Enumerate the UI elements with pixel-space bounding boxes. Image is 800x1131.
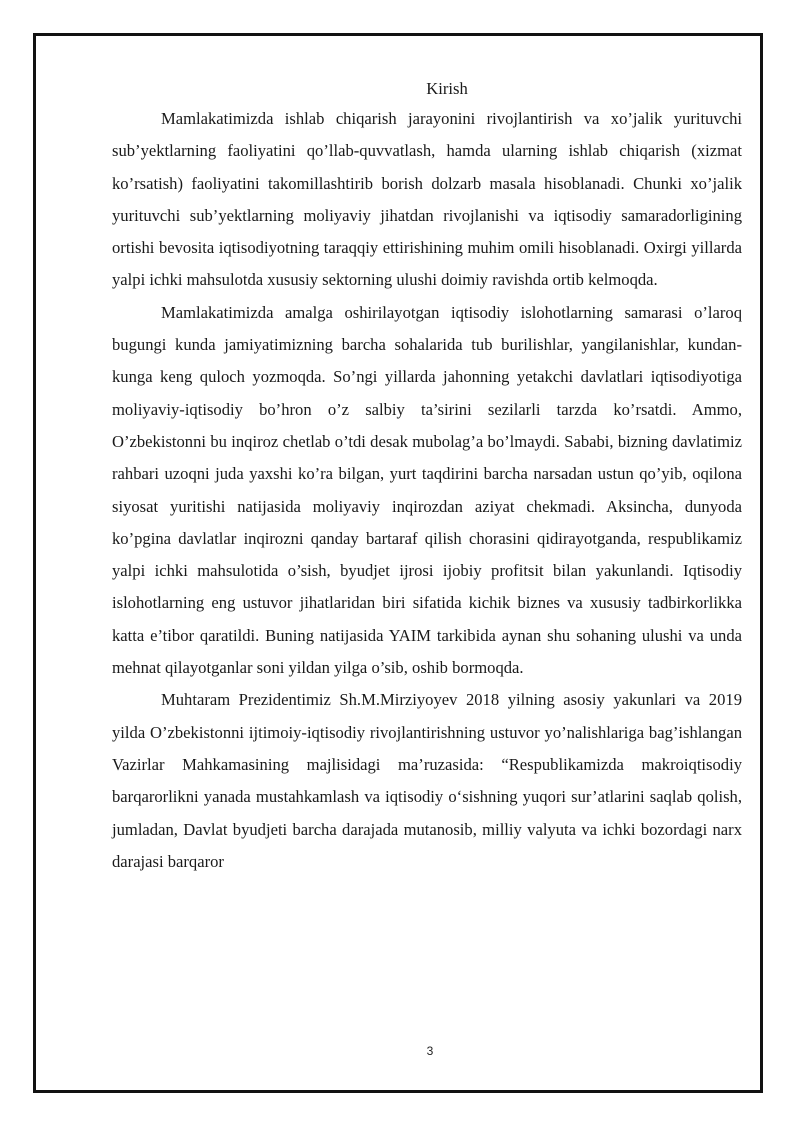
page-number: 3 [426,1044,434,1058]
paragraph-reforms: Mamlakatimizda amalga oshirilayotgan iqtisodiy islohotlarning samarasi o’laroq bugungi kunda jamiyatimizning barcha sohalarida tub burilishlar, yangilanishlar, kundan-kunga keng quloch yozmoqda. So’ngi yillarda jahonning yetakchi davlatlari iqtisodiyotiga moliyaviy-iqtisodiy bo’hron o’z salbiy ta’sirini sezilarli tarzda ko’rsatdi. Ammo, O’zbekistonni bu inqiroz chetlab o’tdi desak mubolag’a bo’lmaydi. Sababi, bizning davlatimiz rahbari uzoqni juda yaxshi ko’ra bilgan, yurt taqdirini barcha narsadan ustun qo’yib, oqilona siyosat yuritishi natijasida moliyaviy inqirozdan aziyat chekmadi. Aksincha, dunyoda ko’pgina davlatlar inqirozni qanday bartaraf qilish chorasini qidirayotganda, respublikamiz yalpi ichki mahsulotida o’sish, byudjet ijrosi ijobiy profitsit bilan yakunlandi. Iqtisodiy islohotlarning eng ustuvor jihatlaridan biri sifatida kichik biznes va xususiy tadbirkorlikka katta e’tibor qaratildi. Buning natijasida YAIM tarkibida aynan shu sohaning ulushi va unda mehnat qilayotganlar soni yildan yilga o’sib, oshib bormoqda. [112,302,742,678]
document-body [112,75,742,878]
paragraph-president-speech: Muhtaram Prezidentimiz Sh.M.Mirziyoyev 2018 yilning asosiy yakunlari va 2019 yilda O’zbekistonni ijtimoiy-iqtisodiy rivojlantirishning ustuvor yo’nalishlariga bag’ishlangan Vazirlar Mahkamasining majlisidagi ma’ruzasida: “Respublikamizda makroiqtisodiy barqarorlikni yanada mustahkamlash va iqtisodiy o‘sishning yuqori sur’atlarini saqlab qolish, jumladan, Davlat byudjeti barcha darajada mutanosib, milliy valyuta va ichki bozordagi narx darajasi barqaror [112,690,742,871]
paragraph-intro: Mamlakatimizda ishlab chiqarish jarayonini rivojlantirish va xo’jalik yurituvchi sub’yektlarning faoliyatini qo’llab-quvvatlash, hamda ularning ishlab chiqarish (xizmat ko’rsatish) faoliyatini takomillashtirib borish dolzarb masala hisoblanadi. Chunki xo’jalik yurituvchi sub’yektlarning moliyaviy jihatdan rivojlanishi va iqtisodiy samaradorligining ortishi bevosita iqtisodiyotning taraqqiy ettirishining muhim omili hisoblanadi. Oxirgi yillarda yalpi ichki mahsulotda xususiy sektorning ulushi doimiy ravishda ortib kelmoqda. [112,109,742,290]
section-title: Kirish [426,79,468,98]
